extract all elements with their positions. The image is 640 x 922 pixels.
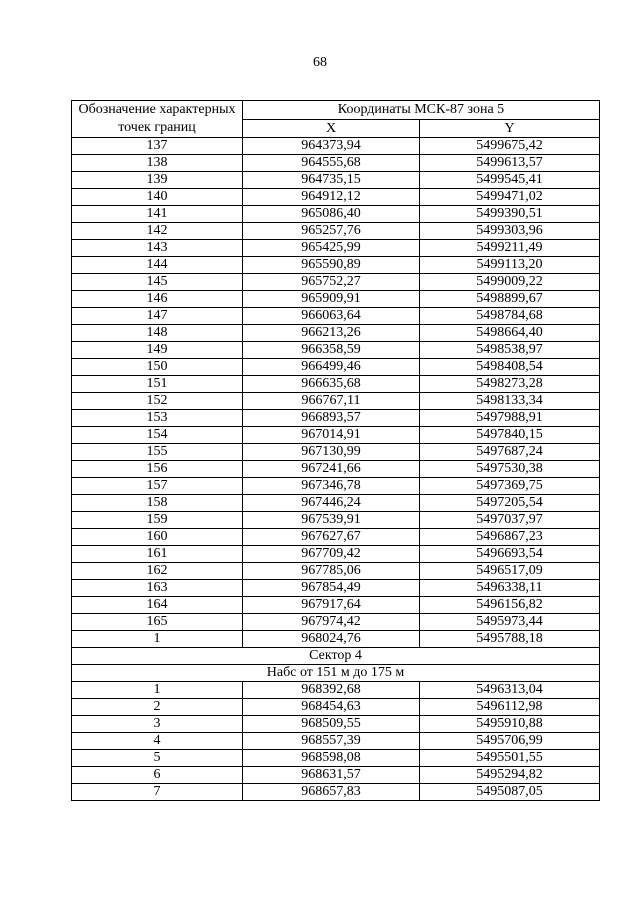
y-coordinate: 5495973,44 [420, 614, 600, 631]
y-coordinate: 5497205,54 [420, 495, 600, 512]
table-row [72, 138, 600, 155]
point-number: 148 [72, 325, 243, 342]
x-coordinate: 968631,57 [243, 767, 420, 784]
table-row [72, 410, 600, 427]
point-number: 145 [72, 274, 243, 291]
y-coordinate: 5497687,24 [420, 444, 600, 461]
table-row [72, 580, 600, 597]
y-coordinate: 5499303,96 [420, 223, 600, 240]
x-coordinate: 967917,64 [243, 597, 420, 614]
x-coordinate: 966213,26 [243, 325, 420, 342]
x-coordinate: 966499,46 [243, 359, 420, 376]
y-coordinate: 5499113,20 [420, 257, 600, 274]
table-row [72, 155, 600, 172]
x-coordinate: 967627,67 [243, 529, 420, 546]
table-row [72, 750, 600, 767]
x-coordinate: 968657,83 [243, 784, 420, 801]
y-coordinate: 5496517,09 [420, 563, 600, 580]
table-row [72, 444, 600, 461]
y-coordinate: 5498133,34 [420, 393, 600, 410]
point-number: 155 [72, 444, 243, 461]
point-number: 160 [72, 529, 243, 546]
table-row [72, 478, 600, 495]
point-number: 1 [72, 682, 243, 699]
table-row [72, 767, 600, 784]
x-coordinate: 965752,27 [243, 274, 420, 291]
x-coordinate: 967130,99 [243, 444, 420, 461]
point-number: 144 [72, 257, 243, 274]
y-coordinate: 5495501,55 [420, 750, 600, 767]
x-coordinate: 967974,42 [243, 614, 420, 631]
point-number: 162 [72, 563, 243, 580]
x-coordinate: 966063,64 [243, 308, 420, 325]
coordinates-table [71, 100, 600, 801]
x-coordinate: 968598,08 [243, 750, 420, 767]
table-row [72, 682, 600, 699]
table-row [72, 223, 600, 240]
x-coordinate: 965086,40 [243, 206, 420, 223]
x-coordinate: 964912,12 [243, 189, 420, 206]
table-row [72, 206, 600, 223]
point-number: 152 [72, 393, 243, 410]
table-body-main [72, 138, 600, 648]
y-coordinate: 5498899,67 [420, 291, 600, 308]
table-row [72, 699, 600, 716]
x-coordinate: 965909,91 [243, 291, 420, 308]
y-coordinate: 5495706,99 [420, 733, 600, 750]
point-number: 161 [72, 546, 243, 563]
x-coordinate: 968454,63 [243, 699, 420, 716]
y-coordinate: 5495294,82 [420, 767, 600, 784]
y-coordinate: 5498408,54 [420, 359, 600, 376]
point-number: 156 [72, 461, 243, 478]
x-coordinate: 964735,15 [243, 172, 420, 189]
point-number: 143 [72, 240, 243, 257]
y-coordinate: 5499390,51 [420, 206, 600, 223]
x-coordinate: 968557,39 [243, 733, 420, 750]
coordinates-header: Координаты МСК-87 зона 5 [243, 101, 600, 120]
point-number: 7 [72, 784, 243, 801]
point-number: 141 [72, 206, 243, 223]
table-row [72, 512, 600, 529]
table-row [72, 784, 600, 801]
x-coordinate: 967709,42 [243, 546, 420, 563]
point-number: 159 [72, 512, 243, 529]
table-row [72, 291, 600, 308]
x-coordinate: 966893,57 [243, 410, 420, 427]
table-row [72, 257, 600, 274]
x-coordinate: 967854,49 [243, 580, 420, 597]
point-number: 4 [72, 733, 243, 750]
table-row [72, 359, 600, 376]
point-number: 3 [72, 716, 243, 733]
table-row [72, 716, 600, 733]
sector-height-range: Набс от 151 м до 175 м [72, 665, 600, 682]
point-number: 6 [72, 767, 243, 784]
x-coordinate: 965590,89 [243, 257, 420, 274]
y-header: Y [420, 119, 600, 138]
x-coordinate: 967785,06 [243, 563, 420, 580]
x-coordinate: 964373,94 [243, 138, 420, 155]
table-row [72, 325, 600, 342]
point-number: 158 [72, 495, 243, 512]
y-coordinate: 5499545,41 [420, 172, 600, 189]
x-coordinate: 964555,68 [243, 155, 420, 172]
point-number: 1 [72, 631, 243, 648]
point-number: 157 [72, 478, 243, 495]
table-row [72, 240, 600, 257]
point-number: 139 [72, 172, 243, 189]
y-coordinate: 5495910,88 [420, 716, 600, 733]
x-coordinate: 967446,24 [243, 495, 420, 512]
table-row [72, 563, 600, 580]
y-coordinate: 5495087,05 [420, 784, 600, 801]
table-row [72, 733, 600, 750]
table-row [72, 546, 600, 563]
table-row [72, 376, 600, 393]
x-coordinate: 968024,76 [243, 631, 420, 648]
point-number: 154 [72, 427, 243, 444]
x-coordinate: 967539,91 [243, 512, 420, 529]
point-number: 146 [72, 291, 243, 308]
y-coordinate: 5498664,40 [420, 325, 600, 342]
x-coordinate: 967346,78 [243, 478, 420, 495]
table-row [72, 495, 600, 512]
y-coordinate: 5496112,98 [420, 699, 600, 716]
point-number: 163 [72, 580, 243, 597]
y-coordinate: 5497988,91 [420, 410, 600, 427]
point-number: 140 [72, 189, 243, 206]
y-coordinate: 5496338,11 [420, 580, 600, 597]
point-number: 150 [72, 359, 243, 376]
y-coordinate: 5497369,75 [420, 478, 600, 495]
x-header: X [243, 119, 420, 138]
x-coordinate: 968509,55 [243, 716, 420, 733]
point-number: 147 [72, 308, 243, 325]
y-coordinate: 5499009,22 [420, 274, 600, 291]
y-coordinate: 5496156,82 [420, 597, 600, 614]
y-coordinate: 5498273,28 [420, 376, 600, 393]
x-coordinate: 967241,66 [243, 461, 420, 478]
designation-header: Обозначение характерных точек границ [72, 101, 243, 138]
y-coordinate: 5496867,23 [420, 529, 600, 546]
y-coordinate: 5497530,38 [420, 461, 600, 478]
table-row [72, 342, 600, 359]
y-coordinate: 5498538,97 [420, 342, 600, 359]
table-row [72, 597, 600, 614]
page-number: 68 [313, 55, 327, 70]
point-number: 5 [72, 750, 243, 767]
table-row [72, 189, 600, 206]
sector-title: Сектор 4 [72, 648, 600, 665]
x-coordinate: 966767,11 [243, 393, 420, 410]
x-coordinate: 968392,68 [243, 682, 420, 699]
point-number: 164 [72, 597, 243, 614]
table-row [72, 529, 600, 546]
y-coordinate: 5499471,02 [420, 189, 600, 206]
point-number: 142 [72, 223, 243, 240]
x-coordinate: 965257,76 [243, 223, 420, 240]
y-coordinate: 5496313,04 [420, 682, 600, 699]
y-coordinate: 5498784,68 [420, 308, 600, 325]
point-number: 138 [72, 155, 243, 172]
point-number: 153 [72, 410, 243, 427]
table-row [72, 274, 600, 291]
table-row [72, 631, 600, 648]
table-body-sector [72, 682, 600, 801]
table-row [72, 427, 600, 444]
y-coordinate: 5497840,15 [420, 427, 600, 444]
point-number: 137 [72, 138, 243, 155]
point-number: 165 [72, 614, 243, 631]
point-number: 151 [72, 376, 243, 393]
table-row [72, 308, 600, 325]
point-number: 2 [72, 699, 243, 716]
y-coordinate: 5499211,49 [420, 240, 600, 257]
y-coordinate: 5496693,54 [420, 546, 600, 563]
y-coordinate: 5497037,97 [420, 512, 600, 529]
table-row [72, 461, 600, 478]
y-coordinate: 5499613,57 [420, 155, 600, 172]
x-coordinate: 966635,68 [243, 376, 420, 393]
table-row [72, 614, 600, 631]
y-coordinate: 5495788,18 [420, 631, 600, 648]
y-coordinate: 5499675,42 [420, 138, 600, 155]
x-coordinate: 965425,99 [243, 240, 420, 257]
table-row [72, 172, 600, 189]
point-number: 149 [72, 342, 243, 359]
table-row [72, 393, 600, 410]
x-coordinate: 966358,59 [243, 342, 420, 359]
x-coordinate: 967014,91 [243, 427, 420, 444]
